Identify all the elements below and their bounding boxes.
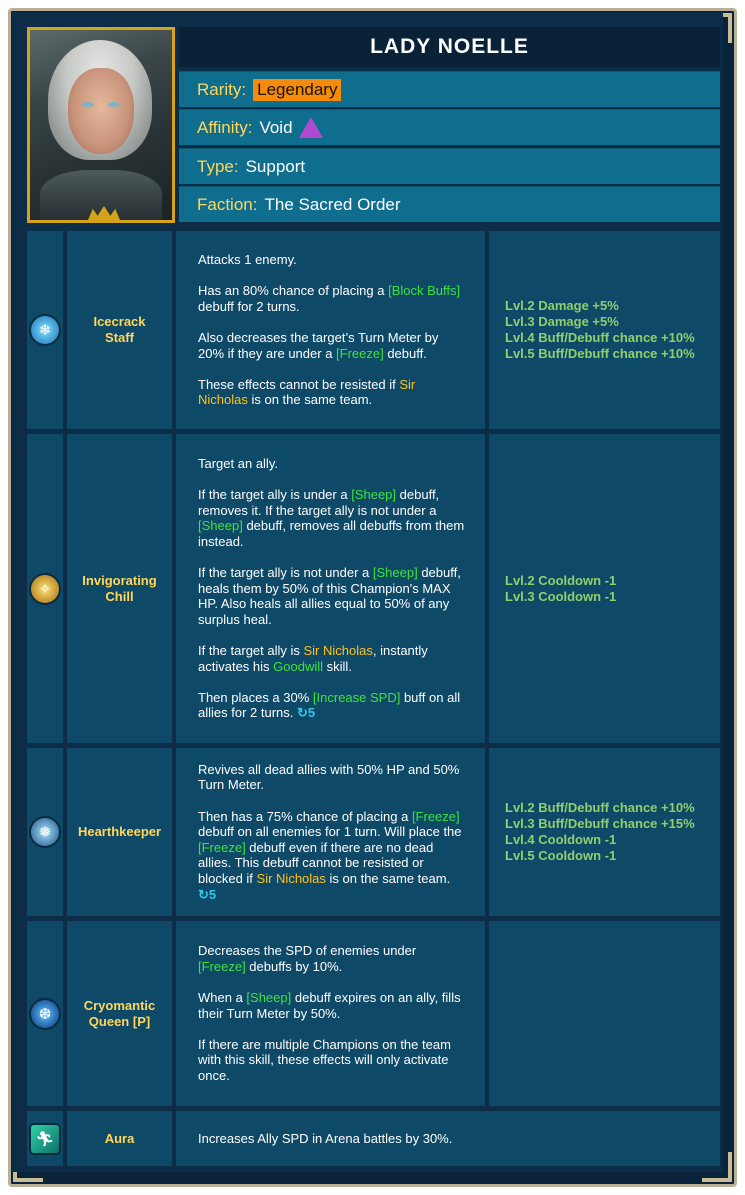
effect-keyword: [Sheep] [246,990,292,1006]
rarity-label: Rarity: [197,79,247,99]
level-up-entry: Lvl.5 Cooldown -1 [505,848,617,863]
running-speed-icon: 🏃︎ [31,1125,59,1153]
level-up-entry: Lvl.4 Cooldown -1 [505,832,617,847]
skill-name: Invigorating Chill [67,434,172,743]
void-affinity-icon [299,117,323,138]
aura-description: Increases Ally SPD in Arena battles by 30%. [176,1111,720,1166]
affinity-label: Affinity: [197,117,253,137]
skill-description [176,748,485,916]
effect-keyword: [Sheep] [198,518,243,534]
skill-description-paragraph: Has an 80% chance of placing a [Block Buffs] debuff for 2 turns. [198,283,461,314]
skill-name: Icecrack Staff [67,231,172,429]
effect-keyword: [Sheep] [372,565,418,581]
ice-queen-icon[interactable]: ❆ [31,1000,59,1028]
level-up-entry: Lvl.2 Damage +5% [505,298,619,313]
cooldown-indicator: ↻5 [297,705,316,721]
skill-description-paragraph: When a [Sheep] debuff expires on an ally, fills their Turn Meter by 50%. [198,990,461,1021]
cooldown-indicator: ↻5 [198,886,217,902]
skill-description-paragraph: These effects cannot be resisted if Sir Nicholas is on the same team. [198,376,416,408]
level-up-entry: Lvl.3 Buff/Debuff chance +15% [505,816,695,831]
skill-description [176,231,485,429]
faction-row [179,186,720,222]
aura-name: Aura [67,1111,172,1166]
rarity-row [179,71,720,107]
aura-icon-cell [27,1111,63,1166]
skill-icon-cell [27,231,63,429]
skill-description-paragraph: Decreases the SPD of enemies under [Freeze] debuffs by 10%. [198,943,417,974]
type-value: Support [245,156,306,176]
effect-keyword: Goodwill [273,658,324,674]
ice-figures-icon[interactable]: ❅ [31,818,59,846]
skill-description [176,434,485,743]
level-up-entry: Lvl.4 Buff/Debuff chance +10% [505,330,695,345]
type-label: Type: [197,156,239,176]
skill-icon-cell [27,434,63,743]
champion-portrait [27,27,175,223]
effect-keyword: [Block Buffs] [388,283,461,299]
level-up-entry: Lvl.5 Buff/Debuff chance +10% [505,346,695,361]
level-up-entry: Lvl.2 Cooldown -1 [505,572,617,588]
skill-description-paragraph: Then places a 30% [Increase SPD] buff on all allies for 2 turns. ↻5 [198,689,461,721]
golden-figure-icon[interactable]: ✧ [31,575,59,603]
skill-level-ups [489,748,720,916]
skill-description-paragraph: Target an ally. [198,455,278,471]
champion-name-link: Sir Nicholas [256,870,326,886]
skill-description-paragraph: If the target ally is under a [Sheep] debuff, removes it. If the target ally is not under a [Sheep] debuff, removes all debuffs from them instead. [198,487,465,549]
skill-description-paragraph: Attacks 1 enemy. [198,252,297,268]
faction-label: Faction: [197,194,258,214]
affinity-value: Void [259,117,293,137]
skill-description-paragraph: Then has a 75% chance of placing a [Freeze] debuff on all enemies for 1 turn. Will place the [Freeze] debuff even if there are no dead allies. This debuff cannot be resisted or blocked if Sir Nicholas is on the same team. ↻5 [198,808,462,902]
level-up-entry: Lvl.3 Damage +5% [505,314,619,329]
skill-description-paragraph: If the target ally is not under a [Sheep] debuff, heals them by 50% of this Champion's MAX HP. Also heals all allies equal to 50% of any surplus heal. [198,565,461,627]
skill-level-ups [489,231,720,429]
skill-description-paragraph: If the target ally is Sir Nicholas, instantly activates his Goodwill skill. [198,643,428,674]
skill-description-paragraph: If there are multiple Champions on the team with this skill, these effects will only activate once. [198,1036,451,1084]
champion-name-link: Sir Nicholas [303,643,373,659]
skill-level-ups [489,434,720,743]
effect-keyword: [Freeze] [198,958,246,974]
ice-staff-icon[interactable]: ❄ [31,316,59,344]
level-up-entry: Lvl.3 Cooldown -1 [505,588,617,604]
skill-name: Cryomantic Queen [P] [67,921,172,1106]
effect-keyword: [Freeze] [411,808,460,824]
effect-keyword: [Sheep] [351,487,397,503]
skill-icon-cell [27,921,63,1106]
skill-description-paragraph: Revives all dead allies with 50% HP and 50% Turn Meter. [198,761,460,793]
skill-description-paragraph: Also decreases the target’s Turn Meter by 20% if they are under a [Freeze] debuff. [198,330,439,361]
champion-name: LADY NOELLE [179,27,720,67]
effect-keyword: [Freeze] [198,839,246,855]
effect-keyword: [Freeze] [336,345,384,361]
level-up-entry: Lvl.2 Buff/Debuff chance +10% [505,800,695,815]
skill-description [176,921,485,1106]
skill-level-ups [489,921,720,1106]
skill-icon-cell [27,748,63,916]
skill-name: Hearthkeeper [67,748,172,916]
faction-value: The Sacred Order [264,194,401,214]
effect-keyword: [Increase SPD] [312,689,401,705]
type-row [179,148,720,184]
affinity-row [179,109,720,145]
rarity-badge: Legendary [253,79,341,101]
champion-name-link: Sir Nicholas [198,376,416,408]
